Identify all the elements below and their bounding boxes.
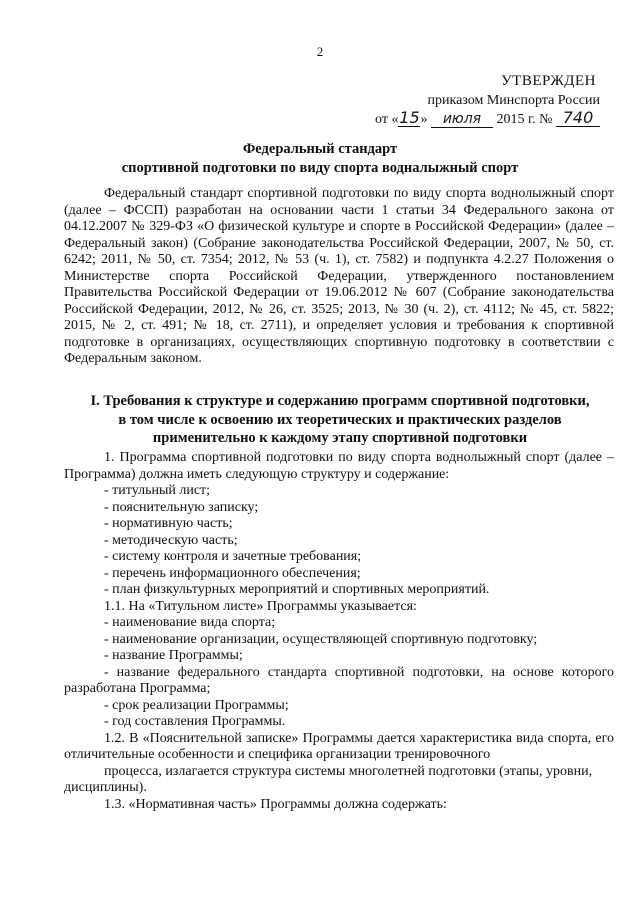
section-1-heading [60,392,620,448]
list-item: - перечень информационного обеспечения; [104,565,361,581]
approval-order-line: приказом Минспорта России [427,93,600,108]
list-item: - наименование вида спорта; [104,615,276,630]
approval-from-prefix: от « [375,112,399,127]
paragraph-1-2-a: 1.2. В «Пояснительной записке» Программы дается характеристика вида спорта, его отличительные особенности и специфика организации тренировочного [64,730,614,762]
title-line-2: спортивной подготовки по виду спорта водналыжный спорт [121,160,519,176]
list-item: - нормативную часть; [104,516,233,531]
approval-day-close: » [420,112,428,127]
list-item: - название Программы; [104,648,243,663]
list-item: - срок реализации Программы; [104,697,289,713]
list-item-long: - название федерального стандарта спортивной подготовки, на основе которого разработана Программа; [64,664,614,696]
approval-block [375,72,600,129]
list-item: - план физкультурных мероприятий и спортивных мероприятий. [104,582,490,597]
page-number: 2 [316,44,324,59]
paragraph-1-3: 1.3. «Нормативная часть» Программы должна содержать: [104,796,447,812]
paragraph-1-2-b: процесса, излагается структура системы многолетней подготовки (этапы, уровни, дисциплины). [64,763,593,795]
document-title [0,140,640,178]
list-item: - методическую часть; [104,532,238,548]
handwritten-month: июля [431,111,493,128]
title-line-1: Федеральный стандарт [242,141,398,157]
section-1-line-3: применительно к каждому этапу спортивной подготовки [152,430,528,446]
approval-year-text: 2015 г. № [496,112,553,127]
handwritten-day: 15 [399,108,420,127]
intro-paragraph: Федеральный стандарт спортивной подготовки по виду спорта воднолыжный спорт (далее – ФССП) разработан на основании части 1 статьи 34 Федерального закона от 04.12.2007 № 329-ФЗ «О физической культуре и спорте в Российской Федерации» (далее – Федеральный закон) (Собрание законодательства Российской Федерации, 2007, № 50, ст. 6242; 2011, № 50, ст. 7354; 2012, № 53 (ч. 1), ст. 7582) и подпункта 4.2.27 Положения о Министерстве спорта Российской Федерации, утвержденного постановлением Правительства Российской Федерации от 19.06.2012 № 607 (Собрание законодательства Российской Федерации, 2012, № 26, ст. 3525; 2013, № 30 (ч. 2), ст. 4112; № 45, ст. 5822; 2015, № 2, ст. 491; № 18, ст. 2711), и определяет условия и требования к спортивной подготовке в организациях, осуществляющих спортивную подготовку в соответствии с Федеральным законом. [64,186,614,366]
list-item: - титульный лист; [104,483,211,498]
paragraph-1: 1. Программа спортивной подготовки по виду спорта воднолыжный спорт (далее – Программа) должна иметь следующую структуру и содержание: [64,450,614,482]
list-item: - год составления Программы. [104,714,286,729]
section-1-line-1: I. Требования к структуре и содержанию программ спортивной подготовки, [90,393,590,409]
approval-heading: УТВЕРЖДЕН [501,73,596,89]
list-item: - систему контроля и зачетные требования; [104,549,362,564]
approval-date-line [375,110,600,129]
list-item: - наименование организации, осуществляющей спортивную подготовку; [104,631,538,647]
paragraph-1-1: 1.1. На «Титульном листе» Программы указывается: [104,598,417,614]
section-1-line-2: в том числе к освоению их теоретических и практических разделов [118,411,562,428]
section-1-body [64,450,614,813]
handwritten-order-number: 740 [556,110,600,127]
list-item: - пояснительную записку; [104,499,259,515]
